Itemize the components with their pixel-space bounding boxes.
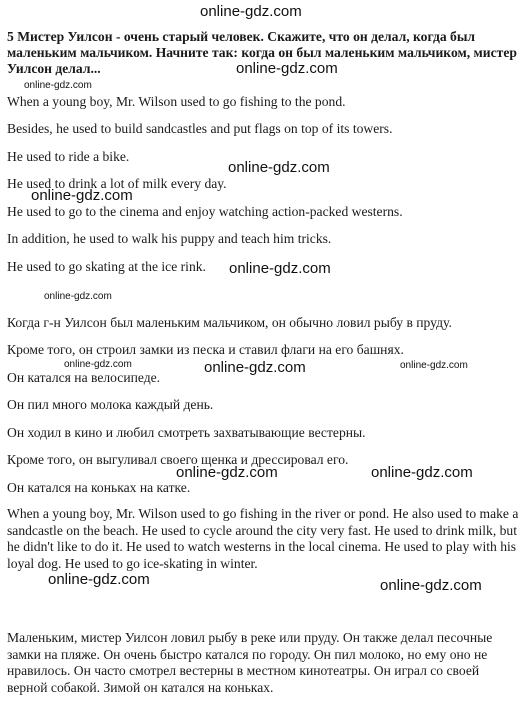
russian-line-4: Он пил много молока каждый день.: [7, 397, 214, 412]
russian-line-1: Когда г-н Уилсон был маленьким мальчиком, он обычно ловил рыбу в пруду.: [7, 315, 452, 330]
english-line-3: He used to ride a bike.: [7, 149, 130, 164]
watermark-text: online-gdz.com: [371, 464, 473, 481]
watermark-text: online-gdz.com: [229, 260, 331, 277]
english-line-1: When a young boy, Mr. Wilson used to go fishing to the pond.: [7, 94, 346, 109]
watermark-text: online-gdz.com: [380, 577, 482, 594]
watermark-text: online-gdz.com: [400, 360, 468, 371]
task-heading: 5 Мистер Уилсон - очень старый человек. Скажите, что он делал, когда был маленьким мальчиком. Начните так: когда он был маленьким мальчиком, мистер Уилсон делал...: [7, 29, 517, 76]
russian-line-3: Он катался на велосипеде.: [7, 370, 161, 385]
watermark-text: online-gdz.com: [48, 571, 150, 588]
russian-paragraph: Маленьким, мистер Уилсон ловил рыбу в реке или пруду. Он также делал песочные замки на пляже. Он очень быстро катался по городу. Он пил молоко, но ему оно не нравилось. Он часто смотрел вестерны в местном кинотеатры. Он играл со своей верной собакой. Зимой он катался на коньках.: [7, 630, 493, 695]
watermark-text: online-gdz.com: [236, 60, 338, 77]
watermark-text: online-gdz.com: [228, 159, 330, 176]
watermark-text: online-gdz.com: [31, 187, 133, 204]
watermark-text: online-gdz.com: [24, 80, 92, 91]
english-line-2: Besides, he used to build sandcastles and put flags on top of its towers.: [7, 121, 393, 136]
russian-line-7: Он катался на коньках на катке.: [7, 480, 191, 495]
russian-line-6: Кроме того, он выгуливал своего щенка и дрессировал его.: [7, 452, 349, 467]
russian-line-5: Он ходил в кино и любил смотреть захватывающие вестерны.: [7, 425, 366, 440]
english-line-4: He used to drink a lot of milk every day.: [7, 176, 227, 191]
english-line-5: He used to go to the cinema and enjoy watching action-packed westerns.: [7, 204, 403, 219]
watermark-text: online-gdz.com: [204, 359, 306, 376]
watermark-text: online-gdz.com: [176, 464, 278, 481]
watermark-text: online-gdz.com: [200, 3, 302, 20]
russian-line-2: Кроме того, он строил замки из песка и ставил флаги на его башнях.: [7, 342, 404, 357]
english-line-6: In addition, he used to walk his puppy and teach him tricks.: [7, 231, 332, 246]
english-paragraph: When a young boy, Mr. Wilson used to go fishing in the river or pond. He also used to make a sandcastle on the beach. He used to cycle around the city very fast. He used to drink milk, but he didn't like to do it. He used to watch westerns in the local cinema. He used to play with his loyal dog. He used to go ice-skating in winter.: [7, 506, 519, 571]
watermark-text: online-gdz.com: [64, 359, 132, 370]
watermark-text: online-gdz.com: [44, 291, 112, 302]
english-line-7: He used to go skating at the ice rink.: [7, 259, 206, 274]
